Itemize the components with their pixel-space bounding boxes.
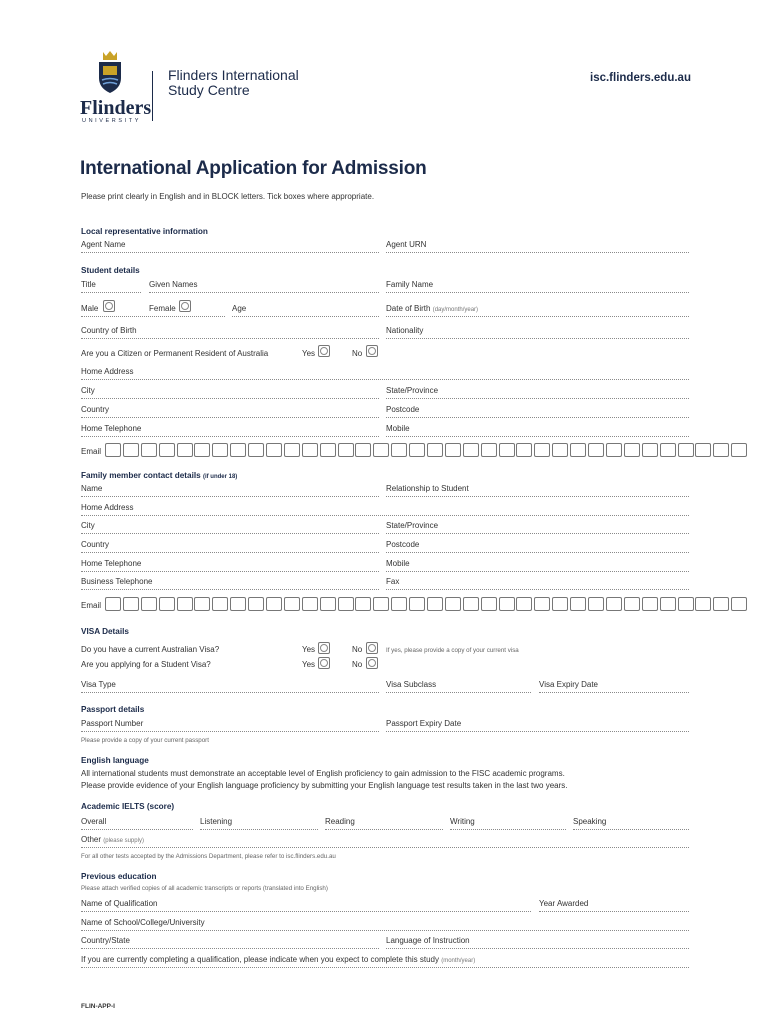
gender-line: [81, 316, 225, 317]
agent-name-label: Agent Name: [81, 240, 126, 249]
family-name-label: Family Name: [386, 280, 434, 289]
passport-number-label: Passport Number: [81, 719, 144, 728]
relationship-label: Relationship to Student: [386, 484, 469, 493]
home-telephone-label: Home Telephone: [81, 424, 142, 433]
dob-label: Date of Birth (day/month/year): [386, 304, 479, 313]
nationality-field[interactable]: [386, 338, 689, 339]
visa-q2: Are you applying for a Student Visa?: [81, 660, 211, 669]
agent-urn-field[interactable]: [386, 252, 689, 253]
city-label: City: [81, 386, 95, 395]
language-label: Language of Instruction: [386, 936, 470, 945]
citizen-yes-checkbox[interactable]: [318, 345, 330, 357]
qualification-label: Name of Qualification: [81, 899, 158, 908]
email-label: Email: [81, 447, 102, 456]
visa-type-field[interactable]: [81, 692, 379, 693]
family-country-field[interactable]: [81, 552, 379, 553]
passport-number-field[interactable]: [81, 731, 379, 732]
state-label: State/Province: [386, 386, 439, 395]
website-link[interactable]: isc.flinders.edu.au: [590, 72, 691, 84]
male-checkbox[interactable]: [103, 300, 115, 312]
business-tel-field[interactable]: [81, 589, 379, 590]
family-country-label: Country: [81, 540, 110, 549]
male-label: Male: [81, 304, 99, 313]
age-label: Age: [232, 304, 247, 313]
listening-field[interactable]: [200, 829, 318, 830]
fax-field[interactable]: [386, 589, 689, 590]
logo-divider: [152, 71, 153, 121]
visa-q1-no-label: No: [352, 645, 363, 654]
state-field[interactable]: [386, 398, 689, 399]
overall-field[interactable]: [81, 829, 193, 830]
agent-name-field[interactable]: [81, 252, 379, 253]
family-city-field[interactable]: [81, 533, 379, 534]
title-label: Title: [81, 280, 96, 289]
country-state-label: Country/State: [81, 936, 130, 945]
family-email-label: Email: [81, 601, 102, 610]
intro-text: Please print clearly in English and in BLOCK letters. Tick boxes where appropriate.: [81, 192, 375, 201]
nationality-label: Nationality: [386, 326, 424, 335]
family-postcode-label: Postcode: [386, 540, 420, 549]
visa-subclass-label: Visa Subclass: [386, 680, 437, 689]
school-label: Name of School/College/University: [81, 918, 205, 927]
family-name-label: Name: [81, 484, 103, 493]
student-heading: Student details: [81, 266, 140, 275]
local-rep-heading: Local representative information: [81, 227, 208, 236]
city-field[interactable]: [81, 398, 379, 399]
student-email-boxes[interactable]: [105, 443, 749, 457]
agent-urn-label: Agent URN: [386, 240, 427, 249]
education-note: Please attach verified copies of all academic transcripts or reports (translated into English): [81, 885, 328, 892]
given-names-label: Given Names: [149, 280, 198, 289]
other-test-field[interactable]: [81, 847, 689, 848]
english-para-2: Please provide evidence of your English language proficiency by submitting your English language test results taken in the last two years.: [81, 781, 568, 790]
country-of-birth-field[interactable]: [81, 338, 379, 339]
year-awarded-label: Year Awarded: [539, 899, 589, 908]
qualification-field[interactable]: [81, 911, 531, 912]
family-email-boxes[interactable]: [105, 597, 749, 611]
female-label: Female: [149, 304, 176, 313]
reading-field[interactable]: [325, 829, 443, 830]
postcode-field[interactable]: [386, 417, 689, 418]
family-state-field[interactable]: [386, 533, 689, 534]
family-address-field[interactable]: [81, 515, 689, 516]
family-name-field[interactable]: [81, 496, 379, 497]
country-state-field[interactable]: [81, 948, 379, 949]
visa-q2-no-checkbox[interactable]: [366, 657, 378, 669]
family-address-label: Home Address: [81, 503, 134, 512]
form-code: FLIN-APP-I: [81, 1003, 115, 1010]
writing-field[interactable]: [450, 829, 566, 830]
family-mobile-field[interactable]: [386, 571, 689, 572]
dob-field[interactable]: [386, 316, 689, 317]
centre-name-line1: Flinders International: [168, 67, 299, 83]
visa-q1-yes-label: Yes: [302, 645, 316, 654]
citizen-no-checkbox[interactable]: [366, 345, 378, 357]
visa-type-label: Visa Type: [81, 680, 116, 689]
passport-expiry-field[interactable]: [386, 731, 689, 732]
fax-label: Fax: [386, 577, 400, 586]
speaking-label: Speaking: [573, 817, 607, 826]
reading-label: Reading: [325, 817, 355, 826]
family-heading: Family member contact details (if under 18): [81, 471, 238, 480]
writing-label: Writing: [450, 817, 475, 826]
country-of-birth-label: Country of Birth: [81, 326, 137, 335]
home-address-field[interactable]: [81, 379, 689, 380]
visa-expiry-field[interactable]: [539, 692, 689, 693]
language-field[interactable]: [386, 948, 689, 949]
postcode-label: Postcode: [386, 405, 420, 414]
visa-q1-no-checkbox[interactable]: [366, 642, 378, 654]
mobile-field[interactable]: [386, 436, 689, 437]
university-crest-icon: [93, 50, 127, 94]
passport-heading: Passport details: [81, 705, 145, 714]
family-state-label: State/Province: [386, 521, 439, 530]
centre-name-line2: Study Centre: [168, 82, 250, 98]
passport-expiry-label: Passport Expiry Date: [386, 719, 462, 728]
family-city-label: City: [81, 521, 95, 530]
visa-q2-no-label: No: [352, 660, 363, 669]
visa-q1-yes-checkbox[interactable]: [318, 642, 330, 654]
visa-q2-yes-label: Yes: [302, 660, 316, 669]
school-field[interactable]: [81, 930, 689, 931]
english-heading: English language: [81, 756, 149, 765]
visa-heading: VISA Details: [81, 627, 129, 636]
completing-label: If you are currently completing a qualification, please indicate when you expect to complete this study (month/year): [81, 955, 476, 964]
year-awarded-field[interactable]: [539, 911, 689, 912]
family-name-field[interactable]: [386, 292, 689, 293]
logo-subtext: UNIVERSITY: [82, 118, 142, 124]
speaking-field[interactable]: [573, 829, 689, 830]
overall-label: Overall: [81, 817, 107, 826]
home-telephone-field[interactable]: [81, 436, 379, 437]
page-title: International Application for Admission: [80, 158, 427, 179]
family-postcode-field[interactable]: [386, 552, 689, 553]
citizen-no-label: No: [352, 349, 363, 358]
family-home-tel-field[interactable]: [81, 571, 379, 572]
home-address-label: Home Address: [81, 367, 134, 376]
female-checkbox[interactable]: [179, 300, 191, 312]
visa-note: If yes, please provide a copy of your current visa: [386, 647, 519, 654]
relationship-field[interactable]: [386, 496, 689, 497]
completing-field[interactable]: [81, 967, 689, 968]
country-label: Country: [81, 405, 110, 414]
english-para-1: All international students must demonstrate an acceptable level of English proficiency to gain admission to the FISC academic programs.: [81, 769, 565, 778]
mobile-label: Mobile: [386, 424, 410, 433]
education-heading: Previous education: [81, 872, 157, 881]
age-field[interactable]: [232, 316, 379, 317]
listening-label: Listening: [200, 817, 233, 826]
english-note: For all other tests accepted by the Admissions Department, please refer to isc.flinders.edu.au: [81, 853, 336, 860]
visa-expiry-label: Visa Expiry Date: [539, 680, 598, 689]
family-mobile-label: Mobile: [386, 559, 410, 568]
other-test-label: Other (please supply): [81, 835, 144, 844]
passport-note: Please provide a copy of your current passport: [81, 737, 209, 744]
country-field[interactable]: [81, 417, 379, 418]
visa-subclass-field[interactable]: [386, 692, 531, 693]
visa-q1: Do you have a current Australian Visa?: [81, 645, 220, 654]
business-tel-label: Business Telephone: [81, 577, 153, 586]
family-home-tel-label: Home Telephone: [81, 559, 142, 568]
ielts-heading: Academic IELTS (score): [81, 802, 175, 811]
title-field[interactable]: [81, 292, 141, 293]
visa-q2-yes-checkbox[interactable]: [318, 657, 330, 669]
citizen-question: Are you a Citizen or Permanent Resident of Australia: [81, 349, 269, 358]
logo-wordmark: Flinders: [80, 97, 152, 119]
citizen-yes-label: Yes: [302, 349, 316, 358]
given-names-field[interactable]: [149, 292, 379, 293]
